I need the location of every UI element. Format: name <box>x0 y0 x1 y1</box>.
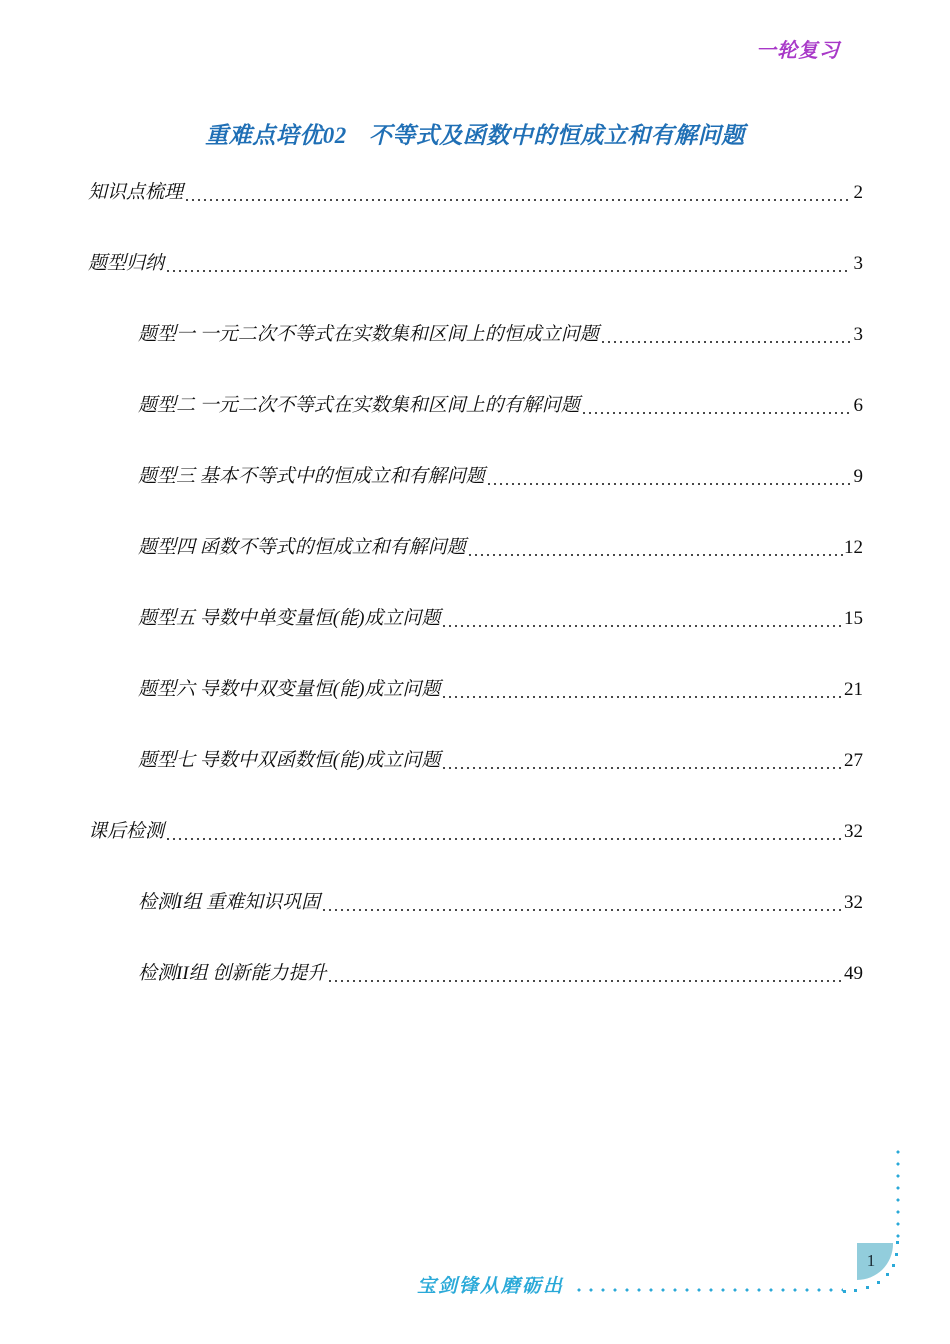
title-main: 不等式及函数中的恒成立和有解问题 <box>368 123 745 148</box>
toc-entry-label: 题型三 基本不等式中的恒成立和有解问题 <box>138 466 485 487</box>
toc-entry-page-number: 49 <box>844 963 863 984</box>
toc-entry-page-number: 12 <box>844 537 863 558</box>
toc-leader-dots <box>600 326 850 348</box>
toc-leader-dots <box>441 681 843 703</box>
toc-entry-7[interactable] <box>88 604 863 632</box>
horizontal-dotted-line-icon <box>573 1288 843 1292</box>
page-title <box>0 117 950 150</box>
toc-entry-page-number: 3 <box>853 253 863 274</box>
toc-leader-dots <box>165 823 843 845</box>
toc-leader-dots <box>441 610 843 632</box>
toc-entry-12[interactable] <box>88 959 863 987</box>
table-of-contents <box>88 178 863 1030</box>
toc-leader-dots <box>184 184 850 206</box>
running-head: 一轮复习 <box>756 40 840 62</box>
toc-leader-dots <box>321 894 843 916</box>
page-number-badge <box>857 1243 893 1280</box>
toc-entry-5[interactable] <box>88 462 863 490</box>
toc-entry-label: 题型五 导数中单变量恒(能)成立问题 <box>138 608 441 629</box>
toc-entry-9[interactable] <box>88 746 863 774</box>
toc-leader-dots <box>165 255 850 277</box>
footer-motto: 宝剑锋从磨砺出 <box>417 1276 565 1297</box>
toc-entry-10[interactable] <box>88 817 863 845</box>
toc-entry-4[interactable] <box>88 391 863 419</box>
toc-leader-dots <box>581 397 850 419</box>
toc-entry-11[interactable] <box>88 888 863 916</box>
toc-leader-dots <box>467 539 843 561</box>
toc-entry-1[interactable] <box>88 178 863 206</box>
toc-entry-page-number: 21 <box>844 679 863 700</box>
toc-entry-label: 题型一 一元二次不等式在实数集和区间上的恒成立问题 <box>138 324 599 345</box>
dotted-arc-icon <box>843 1241 901 1293</box>
toc-entry-label: 检测II组 创新能力提升 <box>138 963 327 984</box>
toc-entry-page-number: 3 <box>853 324 863 345</box>
toc-entry-label: 题型四 函数不等式的恒成立和有解问题 <box>138 537 466 558</box>
toc-entry-label: 题型六 导数中双变量恒(能)成立问题 <box>138 679 441 700</box>
toc-entry-8[interactable] <box>88 675 863 703</box>
toc-leader-dots <box>486 468 850 490</box>
toc-entry-page-number: 9 <box>853 466 863 487</box>
toc-leader-dots <box>441 752 843 774</box>
toc-entry-page-number: 32 <box>844 821 863 842</box>
page-number: 1 <box>866 1251 876 1270</box>
toc-entry-label: 题型归纳 <box>88 253 165 274</box>
toc-entry-page-number: 32 <box>844 892 863 913</box>
toc-entry-page-number: 27 <box>844 750 863 771</box>
toc-entry-6[interactable] <box>88 533 863 561</box>
toc-entry-3[interactable] <box>88 320 863 348</box>
toc-entry-label: 题型二 一元二次不等式在实数集和区间上的有解问题 <box>138 395 580 416</box>
title-prefix: 重难点培优02 <box>205 123 347 148</box>
toc-leader-dots <box>327 965 843 987</box>
toc-entry-page-number: 2 <box>853 182 863 203</box>
toc-entry-page-number: 6 <box>853 395 863 416</box>
toc-entry-label: 课后检测 <box>88 821 165 842</box>
toc-entry-2[interactable] <box>88 249 863 277</box>
vertical-dotted-line-icon <box>896 1146 900 1246</box>
toc-entry-label: 知识点梳理 <box>88 182 184 203</box>
toc-entry-label: 检测I组 重难知识巩固 <box>138 892 321 913</box>
toc-entry-page-number: 15 <box>844 608 863 629</box>
toc-entry-label: 题型七 导数中双函数恒(能)成立问题 <box>138 750 441 771</box>
